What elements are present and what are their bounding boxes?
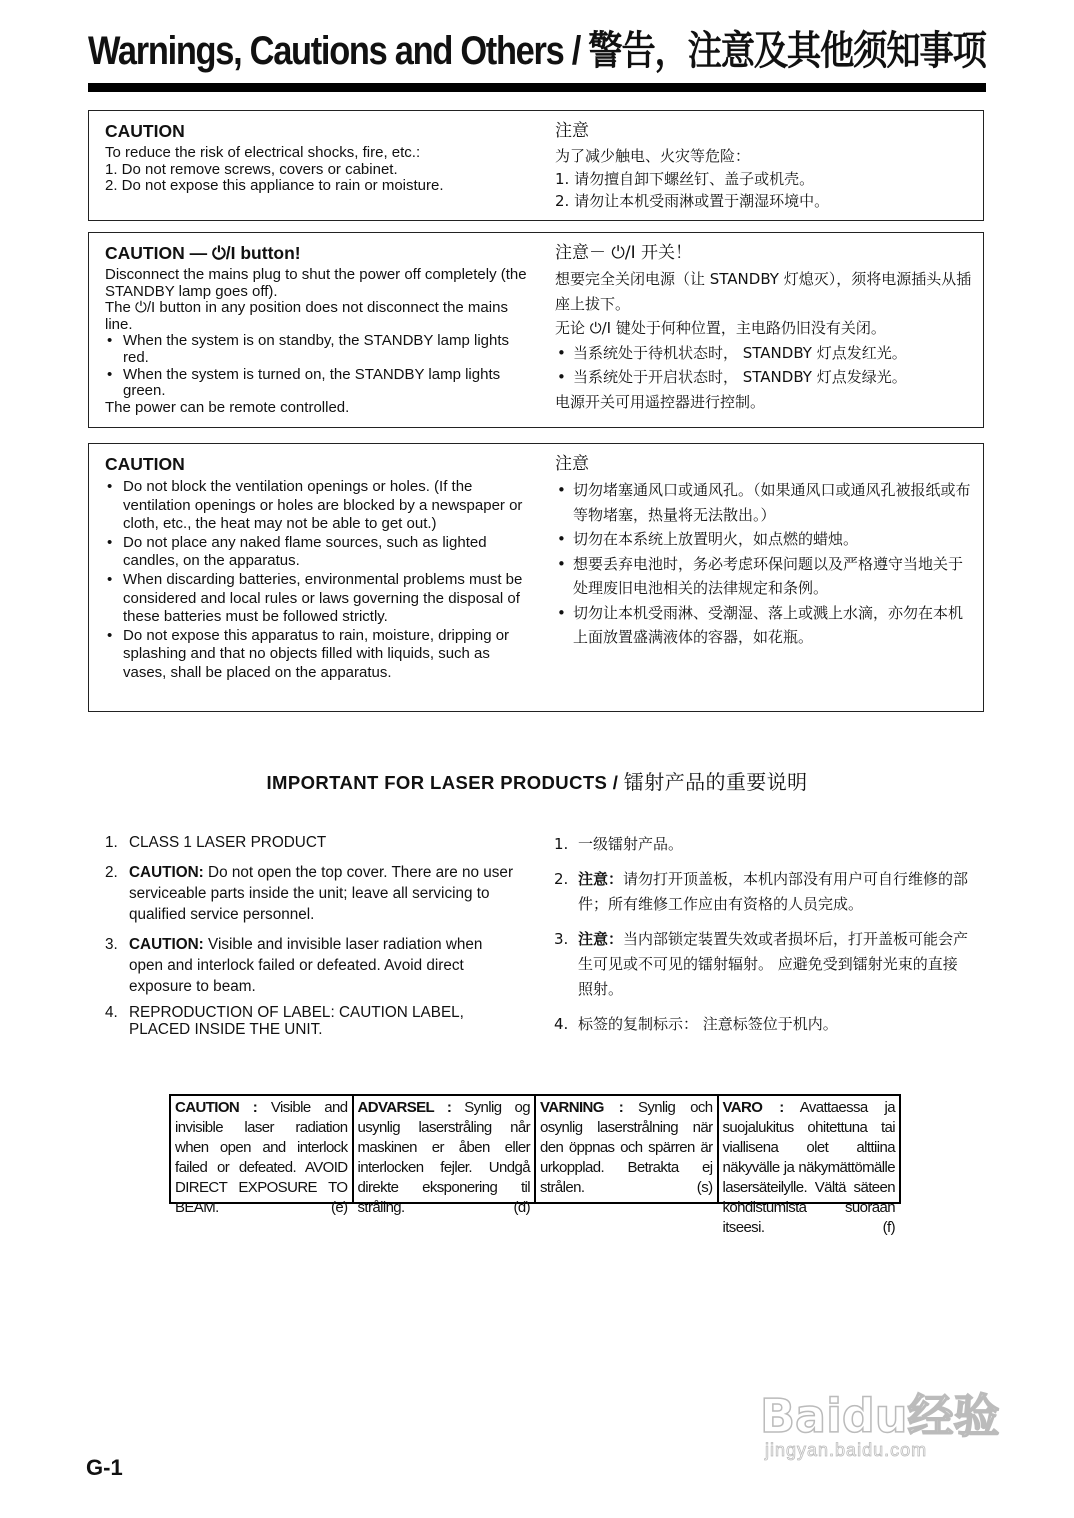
caution-heading-zh: 注意 xyxy=(555,454,589,474)
caution-bullets-zh xyxy=(555,478,977,650)
caution-item-zh: 1. 请勿擅自卸下螺丝钉、盖子或机壳。 xyxy=(555,169,815,188)
label-text: Synlig og usynlig laserstråling når maskinen er åben eller interlocken fejler. Undgå direkte eksponering til stråling. xyxy=(357,1099,530,1216)
caution-label-finnish xyxy=(717,1096,900,1236)
list-item xyxy=(105,832,520,853)
label-text: Avattaessa ja suojalukitus ohitettuna tai viallisena olet alttiina näkyvälle ja näkymättömälle lasersäteilylle. Vältä säteen kohdistumista suoraan itseesi. xyxy=(722,1099,895,1236)
caution-intro-zh: 为了减少触电、火灾等危险： xyxy=(555,147,751,165)
item-number: 4. xyxy=(105,1004,118,1021)
item-number: 3. xyxy=(554,930,569,948)
list-item xyxy=(554,1012,972,1037)
laser-list-en xyxy=(105,832,520,1038)
item-strong: 注意： xyxy=(578,930,624,948)
label-text: Visible and invisible laser radiation when open and interlock failed or defeated. AVOID DIRECT EXPOSURE TO BEAM. xyxy=(175,1099,348,1216)
baidu-watermark-logo: Baidu经验 xyxy=(760,1389,1000,1443)
laser-list-zh xyxy=(554,832,972,1037)
list-item: • 想要丢弃电池时，务必考虑环保问题以及严格遵守当地关于处理废旧电池相关的法律规定和条例。 xyxy=(555,552,977,601)
caution-power-bullets xyxy=(105,333,535,399)
list-item: • 当系统处于开启状态时， STANDBY 灯点发绿光。 xyxy=(555,365,977,390)
caution-box-2 xyxy=(88,232,984,428)
caution-power-bullets-zh xyxy=(555,341,977,390)
page-title: Warnings, Cautions and Others / 警告，注意及其他须知事项 xyxy=(88,29,986,73)
label-lang-tag: (f) xyxy=(882,1219,895,1236)
item-strong: CAUTION: xyxy=(129,864,204,881)
list-item xyxy=(105,934,520,997)
item-text: CLASS 1 LASER PRODUCT xyxy=(129,834,327,851)
caution-label-english xyxy=(171,1096,352,1216)
label-lang-tag: (e) xyxy=(330,1199,348,1216)
caution-box-3 xyxy=(88,443,984,712)
label-strong: ADVARSEL : xyxy=(357,1099,452,1116)
item-text: 当内部锁定装置失效或者损坏后，打开盖板可能会产生可见或不可见的镭射辐射。 应避免受到镭射光束的直接照射。 xyxy=(578,930,969,998)
item-strong: CAUTION: xyxy=(129,936,204,953)
list-item: • 切勿在本系统上放置明火，如点燃的蜡烛。 xyxy=(555,527,977,552)
caution-heading-zh: 注意 xyxy=(555,121,589,141)
laser-heading-zh: 镭射产品的重要说明 xyxy=(623,770,808,794)
list-item: • 切勿堵塞通风口或通风孔。（如果通风口或通风孔被报纸或布等物堵塞，热量将无法散出。） xyxy=(555,478,977,527)
page-number: G-1 xyxy=(86,1455,123,1480)
label-lang-tag: (d) xyxy=(513,1199,530,1216)
caution-item: 2. Do not expose this appliance to rain or moisture. xyxy=(105,177,444,195)
caution-box-3-zh xyxy=(555,454,977,650)
list-item: • When the system is turned on, the STANDBY lamp lights green. xyxy=(105,367,535,400)
item-number: 1. xyxy=(554,835,569,853)
caution-label-danish xyxy=(352,1096,535,1216)
item-text: 一级镭射产品。 xyxy=(578,835,684,853)
list-item: • Do not place any naked flame sources, such as lighted candles, on the apparatus. xyxy=(105,534,535,571)
label-strong: VARNING : xyxy=(540,1099,624,1116)
list-item: • Do not block the ventilation openings or holes. (If the ventilation openings or holes are blocked by a newspaper or cloth, etc., the heat may not be able to get out.) xyxy=(105,478,535,534)
list-item xyxy=(554,927,972,1002)
caution-power-p1: Disconnect the mains plug to shut the power off completely (the STANDBY lamp goes off). xyxy=(105,266,527,300)
label-text: Synlig och osynlig laserstrålning när den öppnas och spärren är urkopplad. Betrakta ej strålen. xyxy=(540,1099,713,1196)
item-strong: 注意： xyxy=(578,870,624,888)
item-text: Visible and invisible laser radiation when open and interlock failed or defeated. Avoid direct exposure to beam. xyxy=(129,936,483,995)
caution-power-heading-zh: 注意－ ⏻/I 开关！ xyxy=(555,243,692,263)
laser-heading-en: IMPORTANT FOR LASER PRODUCTS / xyxy=(266,772,624,793)
caution-label xyxy=(169,1094,901,1236)
list-item: • Do not expose this apparatus to rain, moisture, dripping or splashing and that no objects filled with liquids, such as vases, shall be placed on the apparatus. xyxy=(105,627,535,683)
caution-label-swedish xyxy=(534,1096,717,1202)
list-item xyxy=(554,867,972,917)
caution-power-p2-zh: 无论 ⏻/I 键处于何种位置，主电路仍旧没有关闭。 xyxy=(555,319,886,337)
caution-heading: CAUTION xyxy=(105,121,185,141)
item-text: 请勿打开顶盖板，本机内部没有用户可自行维修的部件；所有维修工作应由有资格的人员完成。 xyxy=(578,870,969,913)
item-number: 3. xyxy=(105,936,118,953)
item-number: 4. xyxy=(554,1015,569,1033)
caution-box-1-en xyxy=(105,121,535,195)
caution-power-heading: CAUTION — ⏻/I button! xyxy=(105,243,301,263)
label-lang-tag: (s) xyxy=(696,1179,713,1196)
list-item: • 当系统处于待机状态时， STANDBY 灯点发红光。 xyxy=(555,341,977,366)
label-strong: VARO : xyxy=(722,1099,784,1116)
caution-power-p2: The ⏻/I button in any position does not disconnect the mains line. xyxy=(105,299,508,333)
caution-intro: To reduce the risk of electrical shocks, fire, etc.: xyxy=(105,144,421,161)
item-text: Do not open the top cover. There are no user serviceable parts inside the unit; leave all servicing to qualified service personnel. xyxy=(129,864,514,923)
list-item: • 切勿让本机受雨淋、受潮湿、落上或溅上水滴，亦勿在本机上面放置盛满液体的容器，如花瓶。 xyxy=(555,601,977,650)
list-item: • When the system is on standby, the STANDBY lamp lights red. xyxy=(105,333,535,366)
list-item xyxy=(105,1004,520,1038)
caution-heading: CAUTION xyxy=(105,454,185,474)
item-text: REPRODUCTION OF LABEL: CAUTION LABEL, PLACED INSIDE THE UNIT. xyxy=(129,1004,464,1038)
caution-bullets xyxy=(105,478,535,683)
item-text: 标签的复制标示： 注意标签位于机内。 xyxy=(578,1015,838,1033)
item-number: 2. xyxy=(554,870,569,888)
caution-box-2-zh xyxy=(555,243,977,414)
caution-item-zh: 2. 请勿让本机受雨淋或置于潮湿环境中。 xyxy=(555,192,830,210)
caution-power-p3-zh: 电源开关可用遥控器进行控制。 xyxy=(555,392,766,411)
caution-box-1-zh xyxy=(555,121,977,213)
item-number: 1. xyxy=(105,834,118,851)
list-item: • When discarding batteries, environmental problems must be considered and local rules or laws governing the disposal of these batteries must be followed strictly. xyxy=(105,571,535,627)
caution-power-p3: The power can be remote controlled. xyxy=(105,398,350,416)
laser-heading xyxy=(0,766,1074,795)
list-item xyxy=(554,832,972,857)
label-strong: CAUTION : xyxy=(175,1099,258,1116)
item-number: 2. xyxy=(105,864,118,881)
baidu-watermark-url: jingyan.baidu.com xyxy=(765,1440,928,1460)
caution-box-1 xyxy=(88,110,984,221)
list-item xyxy=(105,862,520,925)
caution-box-2-en xyxy=(105,243,535,416)
caution-power-p1-zh: 想要完全关闭电源（让 STANDBY 灯熄灭），须将电源插头从插座上拔下。 xyxy=(555,270,972,313)
caution-item: 1. Do not remove screws, covers or cabinet. xyxy=(105,160,398,178)
caution-box-3-en xyxy=(105,454,535,683)
title-rule xyxy=(88,83,986,92)
